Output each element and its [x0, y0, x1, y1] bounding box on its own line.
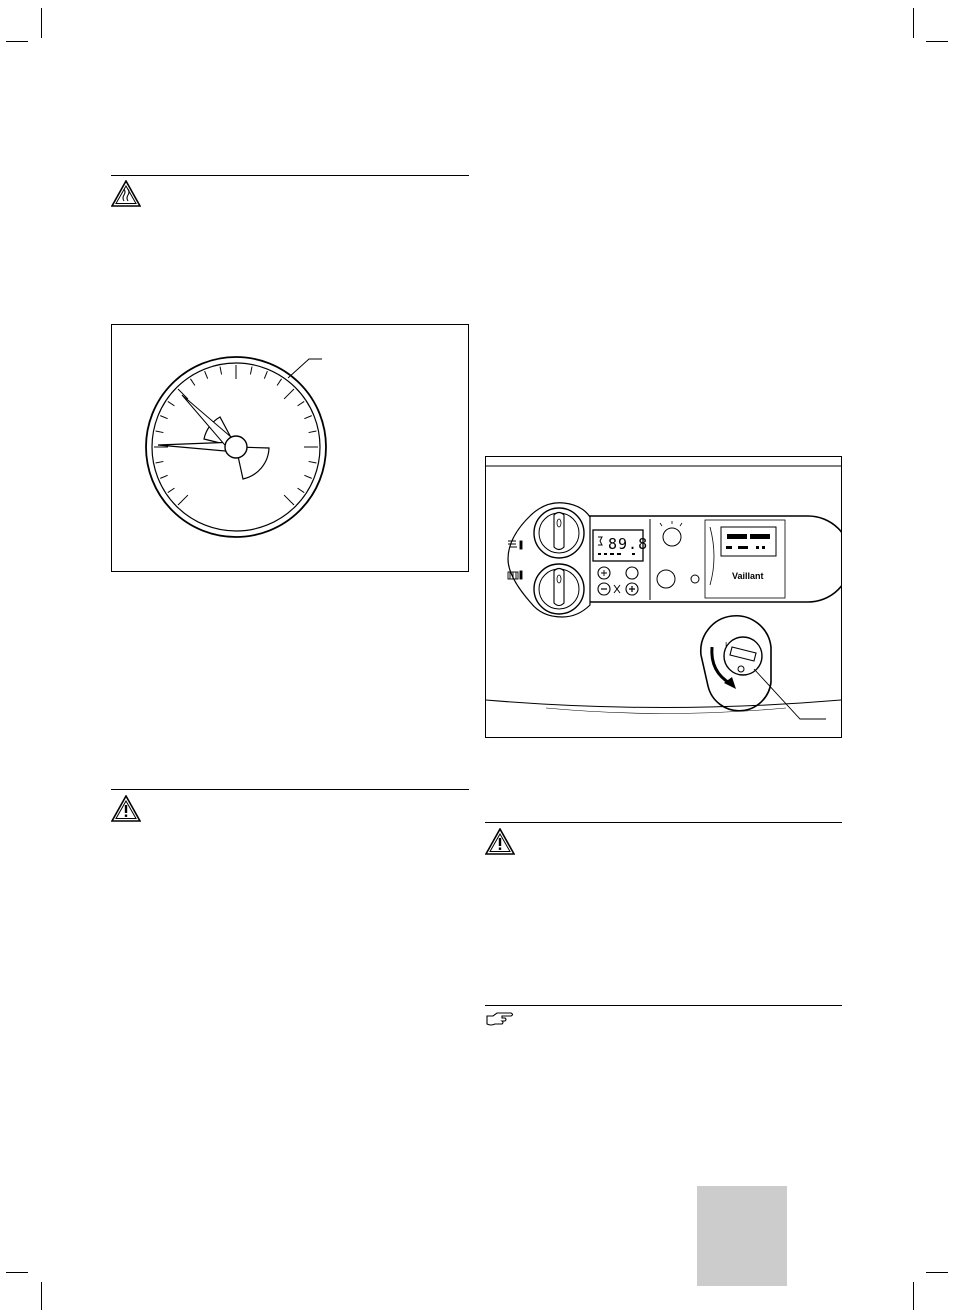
- gauge-tick: [160, 416, 167, 419]
- switch-on-mark: I: [725, 641, 728, 650]
- crop-mark-top-left-h: [6, 41, 28, 42]
- panel-display-readout: 89.8: [608, 535, 649, 553]
- panel-brand-label: Vaillant: [732, 571, 764, 581]
- warning-triangle-icon: [485, 828, 515, 855]
- crop-mark-top-right-h: [926, 41, 948, 42]
- gauge-tick: [168, 401, 175, 405]
- note-divider: [485, 1005, 842, 1006]
- gauge-tick: [178, 389, 188, 399]
- gauge-tick: [309, 431, 317, 433]
- gauge-tick: [284, 389, 294, 399]
- gauge-tick: [250, 367, 252, 375]
- gauge-tick: [264, 371, 267, 378]
- crop-mark-bottom-left-h: [6, 1272, 28, 1273]
- crop-mark-top-left-v: [41, 8, 42, 38]
- pointing-hand-icon: [485, 1010, 515, 1028]
- gauge-tick: [284, 495, 294, 505]
- crop-mark-bottom-right-h: [926, 1272, 948, 1273]
- crop-mark-bottom-right-v: [913, 1282, 914, 1310]
- gauge-tick: [160, 475, 167, 478]
- warning-triangle-icon: [111, 180, 141, 207]
- gauge-tick: [178, 495, 188, 505]
- gauge-tick: [190, 379, 194, 386]
- gauge-tick: [205, 371, 208, 378]
- gauge-tick: [156, 431, 164, 433]
- gauge-tick: [220, 367, 222, 375]
- gauge-tick: [298, 401, 305, 405]
- gauge-tick: [156, 461, 164, 463]
- crop-mark-bottom-left-v: [41, 1282, 42, 1310]
- warning-divider-3: [485, 822, 842, 823]
- gauge-tick: [304, 416, 311, 419]
- gauge-tick: [168, 488, 175, 492]
- gauge-tick: [309, 461, 317, 463]
- control-panel-figure: [485, 456, 842, 738]
- warning-divider-2: [111, 789, 469, 790]
- gauge-tick: [304, 475, 311, 478]
- pressure-gauge-figure: [111, 324, 469, 572]
- warning-triangle-icon: [111, 795, 141, 822]
- page-tab: [697, 1186, 787, 1286]
- gauge-tick: [277, 379, 281, 386]
- crop-mark-top-right-v: [913, 8, 914, 38]
- gauge-tick: [298, 488, 305, 492]
- warning-divider-1: [111, 175, 469, 176]
